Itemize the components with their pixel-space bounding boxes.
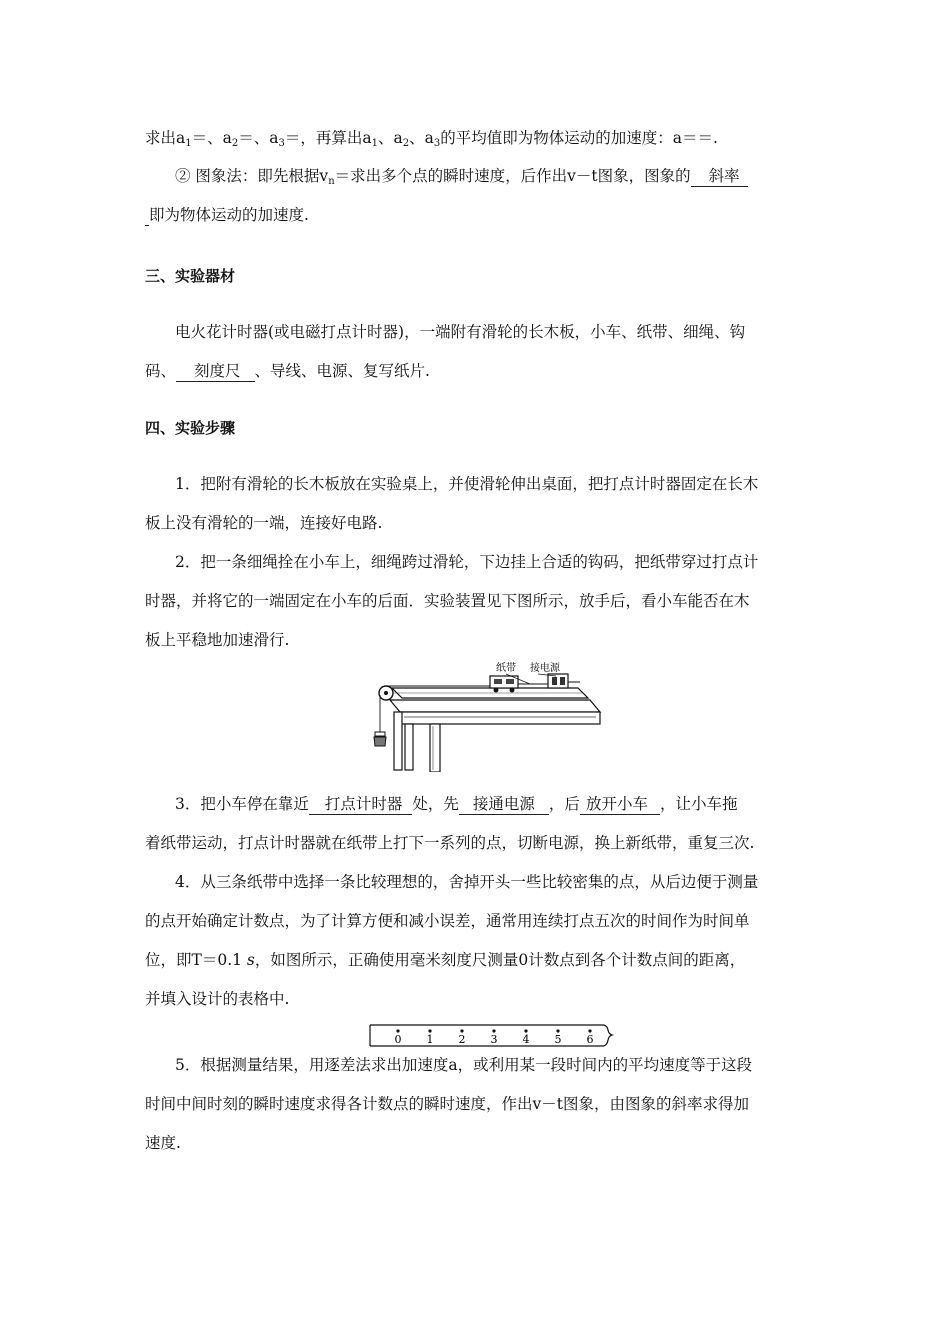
text: ，后 (548, 795, 580, 813)
text: ② 图象法：即先根据v (175, 167, 329, 185)
step4-line-2: 的点开始确定计数点，为了计算方便和减小误差，通常用连续打点五次的时间作为时间单 (145, 912, 750, 930)
tape-label-1: 1 (426, 1033, 434, 1046)
tape-marks (395, 1029, 594, 1046)
text: 处，先 (412, 795, 459, 813)
tape-label-6: 6 (586, 1033, 594, 1046)
paper-tape-figure (368, 1023, 618, 1049)
materials-line-2 (145, 361, 430, 382)
answer-blank-power: 接通电源 (459, 794, 549, 815)
subscript: 3 (433, 138, 441, 149)
step3-line-1 (175, 794, 737, 815)
step4-line-4: 并填入设计的表格中. (145, 990, 290, 1008)
text: ，让小车拖 (659, 795, 738, 813)
apparatus-figure (370, 660, 610, 772)
text: 位，即T＝0.1 (145, 951, 247, 969)
step4-line-3 (145, 950, 745, 970)
step2-line-1: 2．把一条细绳拴在小车上，细绳跨过滑轮，下边挂上合适的钩码，把纸带穿过打点计 (175, 553, 759, 571)
table-leg-right (430, 724, 440, 772)
tape-label-3: 3 (490, 1033, 498, 1046)
tape-label-2: 2 (458, 1033, 466, 1046)
text: 、a (409, 129, 434, 147)
graph-method-line-2 (145, 205, 309, 226)
unit-seconds: s (246, 951, 255, 969)
table-edge (400, 712, 600, 724)
table-leg-left-2 (405, 724, 413, 770)
step1-line-2: 板上没有滑轮的一端，连接好电路. (145, 514, 383, 532)
subscript: 2 (402, 138, 410, 149)
tape-label-4: 4 (522, 1033, 530, 1046)
subscript: 3 (278, 138, 285, 149)
answer-blank-timer: 打点计时器 (309, 794, 413, 815)
formula-paragraph-line (145, 128, 718, 148)
tape-label-0: 0 (394, 1033, 402, 1046)
text: 、a (378, 129, 403, 147)
answer-blank-slope: 斜率 (691, 166, 748, 187)
text: 码、 (145, 362, 177, 380)
label-paper-tape: 纸带 (496, 663, 516, 674)
text: ，如图所示，正确使用毫米刻度尺测量0计数点到各个计数点间的距离， (254, 951, 746, 969)
step5-line-1: 5．根据测量结果，用逐差法求出加速度a，或利用某一段时间内的平均速度等于这段 (175, 1056, 753, 1074)
text: ＝、a (238, 129, 279, 147)
hook-weight (374, 737, 386, 746)
subscript: 2 (231, 138, 239, 149)
materials-line-1: 电火花计时器(或电磁打点计时器)，一端附有滑轮的长木板，小车、纸带、细绳、钩 (175, 323, 746, 341)
step5-line-2: 时间中间时刻的瞬时速度求得各计数点的瞬时速度，作出v－t图象，由图象的斜率求得加 (145, 1095, 749, 1113)
subscript: n (328, 176, 335, 187)
step5-line-3: 速度. (145, 1134, 181, 1152)
table-leg-left (394, 712, 402, 770)
section-heading-steps: 四、实验步骤 (145, 419, 236, 437)
step2-line-2: 时器，并将它的一端固定在小车的后面．实验装置见下图所示，放手后，看小车能否在木 (145, 592, 750, 610)
graph-method-line (175, 166, 748, 187)
subscript: 1 (185, 138, 192, 149)
step2-line-3: 板上平稳地加速滑行. (145, 631, 290, 649)
text: ＝，再算出a (284, 129, 372, 147)
section-heading-materials: 三、实验器材 (145, 267, 236, 285)
step1-line-1: 1．把附有滑轮的长木板放在实验桌上，并使滑轮伸出桌面，把打点计时器固定在长木 (175, 475, 759, 493)
answer-blank-release: 放开小车 (580, 794, 660, 815)
subscript: 1 (371, 138, 378, 149)
step3-line-2: 着纸带运动，打点计时器就在纸带上打下一系列的点，切断电源，换上新纸带，重复三次. (145, 834, 755, 852)
text: ＝、a (191, 129, 232, 147)
text: 的平均值即为物体运动的加速度：a＝＝. (440, 129, 718, 147)
label-power-supply: 接电源 (530, 663, 560, 674)
step4-line-1: 4．从三条纸带中选择一条比较理想的，舍掉开头一些比较密集的点，从后边便于测量 (175, 873, 759, 891)
text: ＝求出多个点的瞬时速度，后作出v－t图象，图象的 (334, 167, 691, 185)
answer-blank-ruler: 刻度尺 (176, 361, 255, 382)
text: 、导线、电源、复写纸片. (254, 362, 430, 380)
tape-label-5: 5 (554, 1033, 562, 1046)
table-top (390, 700, 600, 712)
text: 求出a (145, 129, 186, 147)
text: 3．把小车停在靠近 (175, 795, 309, 813)
text: 即为物体运动的加速度. (149, 206, 309, 224)
